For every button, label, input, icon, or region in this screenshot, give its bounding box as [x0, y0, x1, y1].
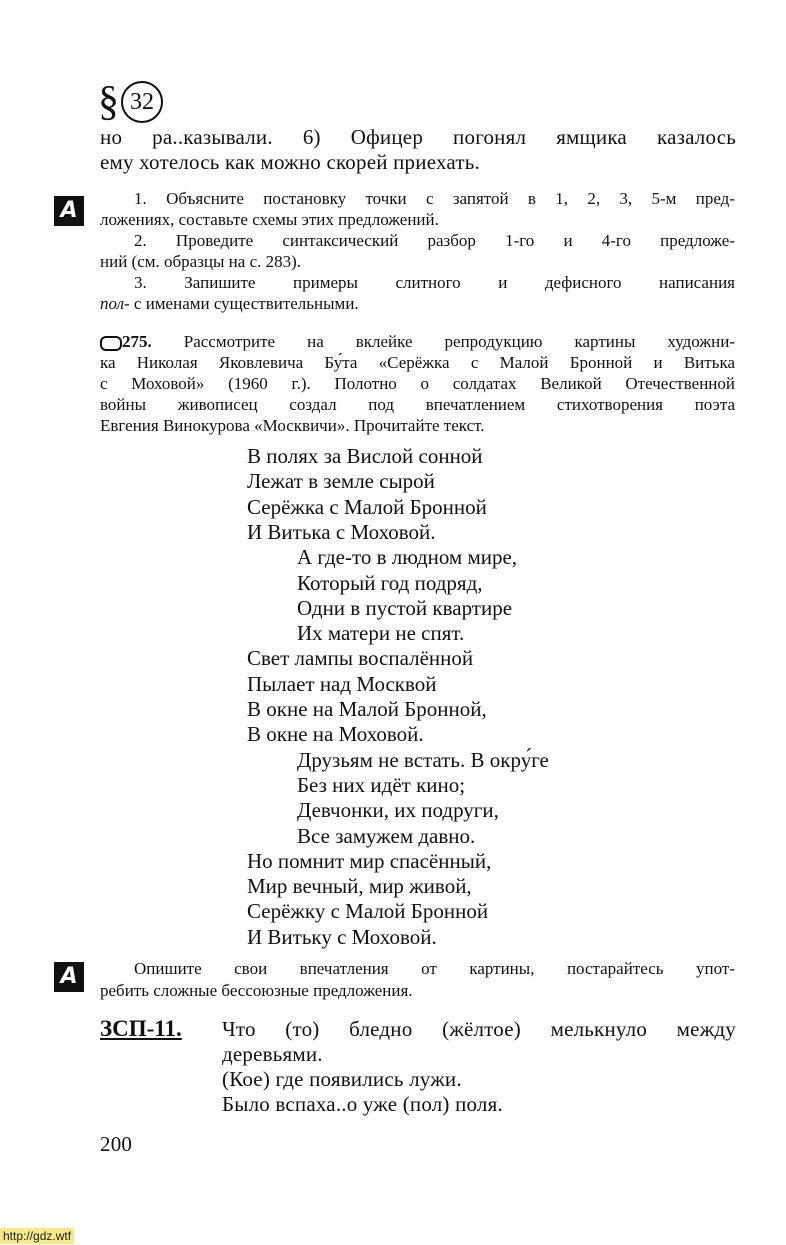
poem-line: Все замужем давно. [297, 823, 476, 848]
poem-line: Но помнит мир спасённый, [247, 848, 492, 873]
zsp-line: Что (то) бледно (жёлтое) мелькнуло между [222, 1017, 736, 1041]
task-line: 2. Проведите синтаксический разбор 1-го и 4-го предложе- [134, 231, 735, 250]
exercise-line: с Моховой» (1960 г.). Полотно о солдатах Великой Отечественной [100, 374, 735, 393]
task-line: ребить сложные бессоюзные предложения. [100, 981, 413, 1000]
poem-line: Серёжка с Малой Бронной [247, 494, 487, 519]
poem-line: Их матери не спят. [297, 621, 465, 646]
poem-line: И Витьку с Моховой. [247, 924, 437, 949]
speech-icon [100, 336, 122, 351]
poem-line: А где-то в людном мире, [297, 545, 518, 570]
exercise-line: ка Николая Яковлевича Бу́та «Серёжка с Малой Бронной и Витька [100, 353, 735, 372]
task-text: с именами существительными. [129, 294, 359, 313]
poem-line: Без них идёт кино; [297, 772, 466, 797]
intro-line: ему хотелось как можно скорей приехать. [100, 150, 480, 174]
poem-line: Одни в пустой квартире [297, 595, 513, 620]
task-line: 3. Запишите примеры слитного и дефисного написания [134, 273, 735, 292]
poem-line: Лежат в земле сырой [247, 469, 435, 494]
watermark[interactable]: http://gdz.wtf [0, 1228, 74, 1244]
poem-line: Пылает над Москвой [247, 671, 437, 696]
poem-line: В окне на Малой Бронной, [247, 697, 487, 721]
task-line [100, 294, 359, 314]
exercise-line: Евгения Винокурова «Москвичи». Прочитайте текст. [100, 416, 485, 435]
poem-line: Мир вечный, мир живой, [247, 874, 472, 899]
section-number: 32 [121, 81, 163, 123]
zsp-label: ЗСП-11. [100, 1016, 182, 1041]
poem-line: Девчонки, их подруги, [297, 798, 499, 823]
poem-line: В полях за Вислой сонной [247, 444, 483, 468]
poem-line: Свет лампы воспалённой [247, 646, 474, 671]
exercise-number: 275. [122, 332, 152, 351]
exercise-line [100, 332, 735, 352]
task-italic: пол- [100, 294, 130, 313]
exercise-text: Рассмотрите на вклейке репродукцию картины художни- [151, 332, 735, 351]
intro-line: но ра..казывали. 6) Офицер погонял ямщика казалось [100, 125, 736, 149]
poem-line: И Витька с Моховой. [247, 519, 436, 544]
zsp-line: деревьями. [222, 1042, 323, 1066]
poem-line: В окне на Моховой. [247, 722, 424, 747]
zsp-line: Было вспаха..о уже (пол) поля. [222, 1092, 503, 1116]
task-line: 1. Объясните постановку точки с запятой в 1, 2, 3, 5-м пред- [134, 189, 735, 208]
task-line: ний (см. образцы на с. 283). [100, 252, 302, 271]
section-symbol: § [98, 79, 119, 125]
zsp-line: (Кое) где появились лужи. [222, 1067, 462, 1091]
task-line: Опишите свои впечатления от картины, постарайтесь упот- [134, 959, 735, 978]
task-icon: А [54, 962, 84, 992]
task-line: ложениях, составьте схемы этих предложений. [100, 210, 439, 229]
poem-line: Друзьям не встать. В окру́ге [297, 747, 549, 772]
section-heading [98, 78, 163, 126]
exercise-line: войны живописец создал под впечатлением стихотворения поэта [100, 395, 735, 414]
poem-line: Серёжку с Малой Бронной [247, 899, 489, 924]
poem-line: Который год подряд, [297, 570, 483, 595]
page-number: 200 [100, 1132, 133, 1156]
task-icon: А [54, 196, 84, 226]
